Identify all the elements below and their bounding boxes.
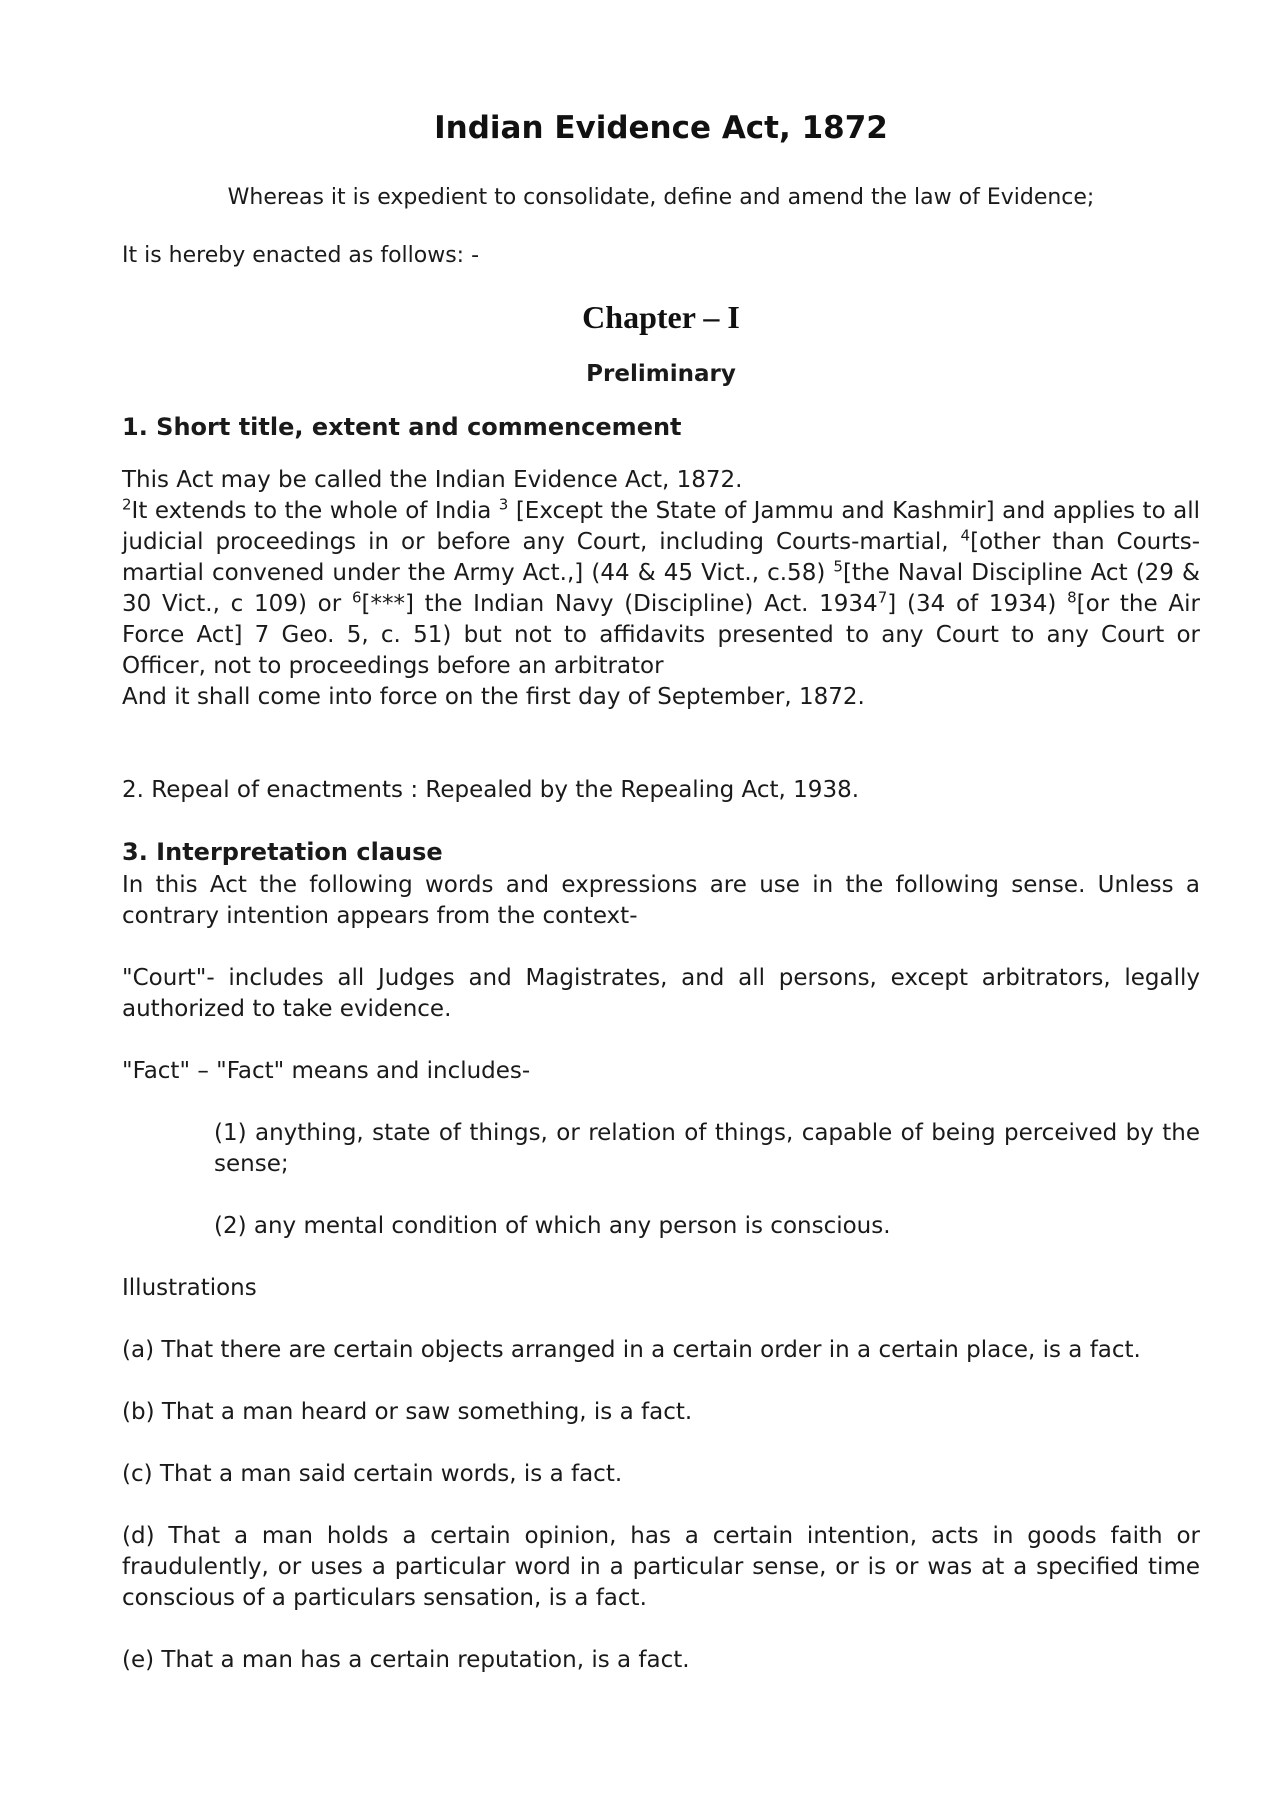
extent-text: [***] the Indian Navy (Discipline) Act. 1934: [361, 591, 878, 617]
section-2-number: 2.: [122, 777, 144, 803]
section-1-commencement: And it shall come into force on the first day of September, 1872.: [122, 684, 865, 710]
chapter-heading: Chapter – I: [582, 299, 740, 335]
section-2: [122, 775, 1200, 806]
footnote-ref: 8: [1067, 588, 1077, 607]
footnote-ref: 7: [877, 588, 888, 607]
section-1-body: [122, 465, 1200, 713]
illustration-item: (b) That a man heard or saw something, is a fact.: [122, 1399, 693, 1425]
illustration-item: (c) That a man said certain words, is a fact.: [122, 1461, 623, 1487]
illustration-item: (a) That there are certain objects arranged in a certain order in a certain place, is a fact.: [122, 1337, 1141, 1363]
footnote-ref: 4: [960, 526, 971, 545]
footnote-ref: 3: [498, 495, 509, 514]
section-1-short-title: This Act may be called the Indian Evidence Act, 1872.: [122, 467, 743, 493]
section-1-extent: [122, 496, 1200, 682]
section-3-heading: 3. Interpretation clause: [122, 838, 443, 866]
extent-text: It extends to the whole of India: [131, 498, 499, 524]
definition-court: "Court"- includes all Judges and Magistrates, and all persons, except arbitrators, legally authorized to take evidence.: [122, 965, 1200, 1022]
preamble: Whereas it is expedient to consolidate, define and amend the law of Evidence;: [227, 185, 1095, 210]
footnote-ref: 2: [122, 495, 132, 514]
document-title: Indian Evidence Act, 1872: [434, 110, 888, 146]
extent-text: [the Naval Discipline Act (29 & 30 Vict., c 109) or: [122, 560, 1200, 617]
footnote-ref: 5: [833, 557, 843, 576]
extent-text: [other than Courts-martial convened under the Army Act.,] (44 & 45 Vict., c.58): [122, 529, 1201, 586]
chapter-subtitle: Preliminary: [586, 361, 736, 387]
illustrations-label: Illustrations: [122, 1275, 257, 1301]
illustration-item: (e) That a man has a certain reputation, is a fact.: [122, 1647, 690, 1673]
enactment-clause: It is hereby enacted as follows: -: [122, 243, 480, 268]
extent-text: [or the Air Force Act] 7 Geo. 5, c. 51) but not to affidavits presented to any Court to any Court or Officer, not to proceedings before an arbitrator: [122, 591, 1200, 679]
fact-item: (2) any mental condition of which any person is conscious.: [214, 1213, 891, 1239]
section-1-heading: 1. Short title, extent and commencement: [122, 413, 682, 441]
illustration-item: (d) That a man holds a certain opinion, has a certain intention, acts in goods faith or fraudulently, or uses a particular word in a particular sense, or is or was at a specified time conscious of a particulars sensation, is a fact.: [122, 1523, 1200, 1611]
footnote-ref: 6: [351, 588, 362, 607]
section-2-text: Repeal of enactments : Repealed by the Repealing Act, 1938.: [143, 777, 860, 803]
section-3-intro: In this Act the following words and expressions are use in the following sense. Unless a contrary intention appears from the context-: [122, 872, 1200, 929]
definition-fact: "Fact" – "Fact" means and includes-: [122, 1058, 531, 1084]
fact-item: (1) anything, state of things, or relation of things, capable of being perceived by the sense;: [214, 1120, 1200, 1177]
extent-text: ] (34 of 1934): [887, 591, 1068, 617]
extent-text: [Except the State of Jammu and Kashmir] and applies to all judicial proceedings in or before any Court, including Courts-martial,: [122, 498, 1200, 555]
